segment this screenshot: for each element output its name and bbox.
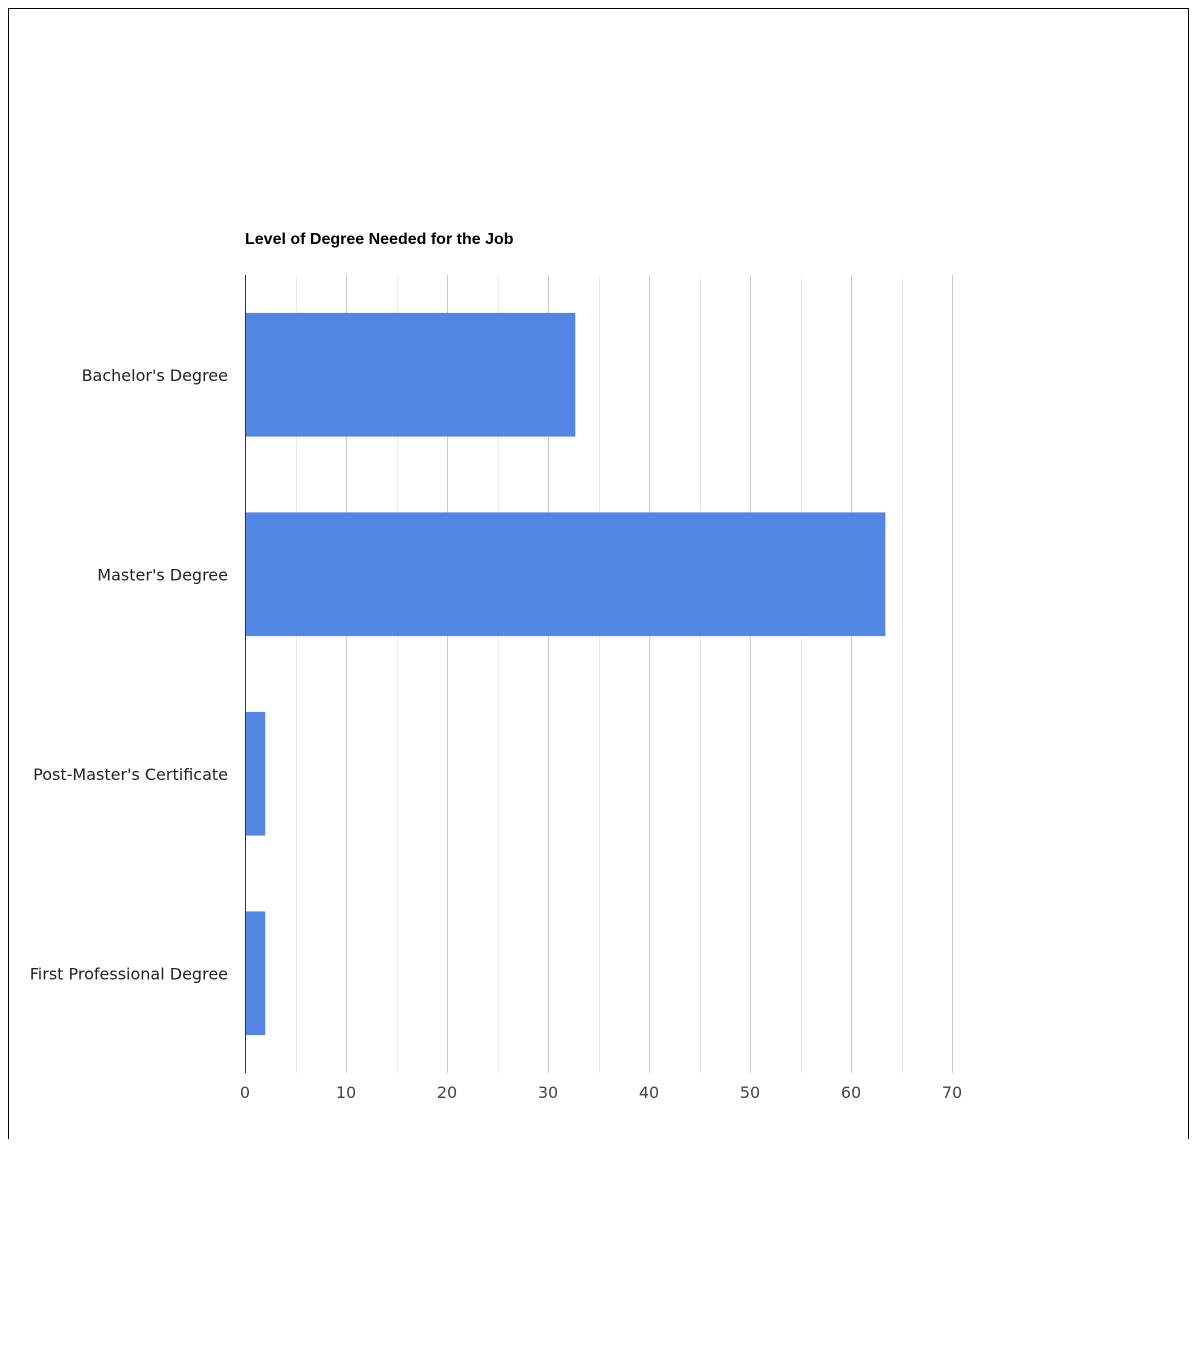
bars — [245, 313, 885, 1035]
bar — [245, 911, 265, 1035]
x-tick-label: 60 — [840, 1083, 862, 1102]
category-labels — [30, 366, 228, 984]
bar — [245, 712, 265, 836]
bar — [245, 313, 575, 437]
x-tick-label: 50 — [739, 1083, 761, 1102]
category-label: Bachelor's Degree — [81, 365, 228, 385]
category-label: First Professional Degree — [29, 964, 228, 984]
x-tick-label: 10 — [335, 1083, 357, 1102]
bar — [245, 512, 885, 636]
category-label: Master's Degree — [97, 565, 228, 585]
x-tick-label: 20 — [436, 1083, 458, 1102]
x-tick-label: 70 — [941, 1083, 963, 1102]
x-tick-label: 30 — [537, 1083, 559, 1102]
category-label: Post-Master's Certificate — [33, 764, 228, 784]
x-tick-label: 0 — [239, 1083, 251, 1102]
chart-title: Level of Degree Needed for the Job — [245, 231, 514, 248]
tick-labels — [240, 1083, 962, 1102]
x-tick-label: 40 — [638, 1083, 660, 1102]
